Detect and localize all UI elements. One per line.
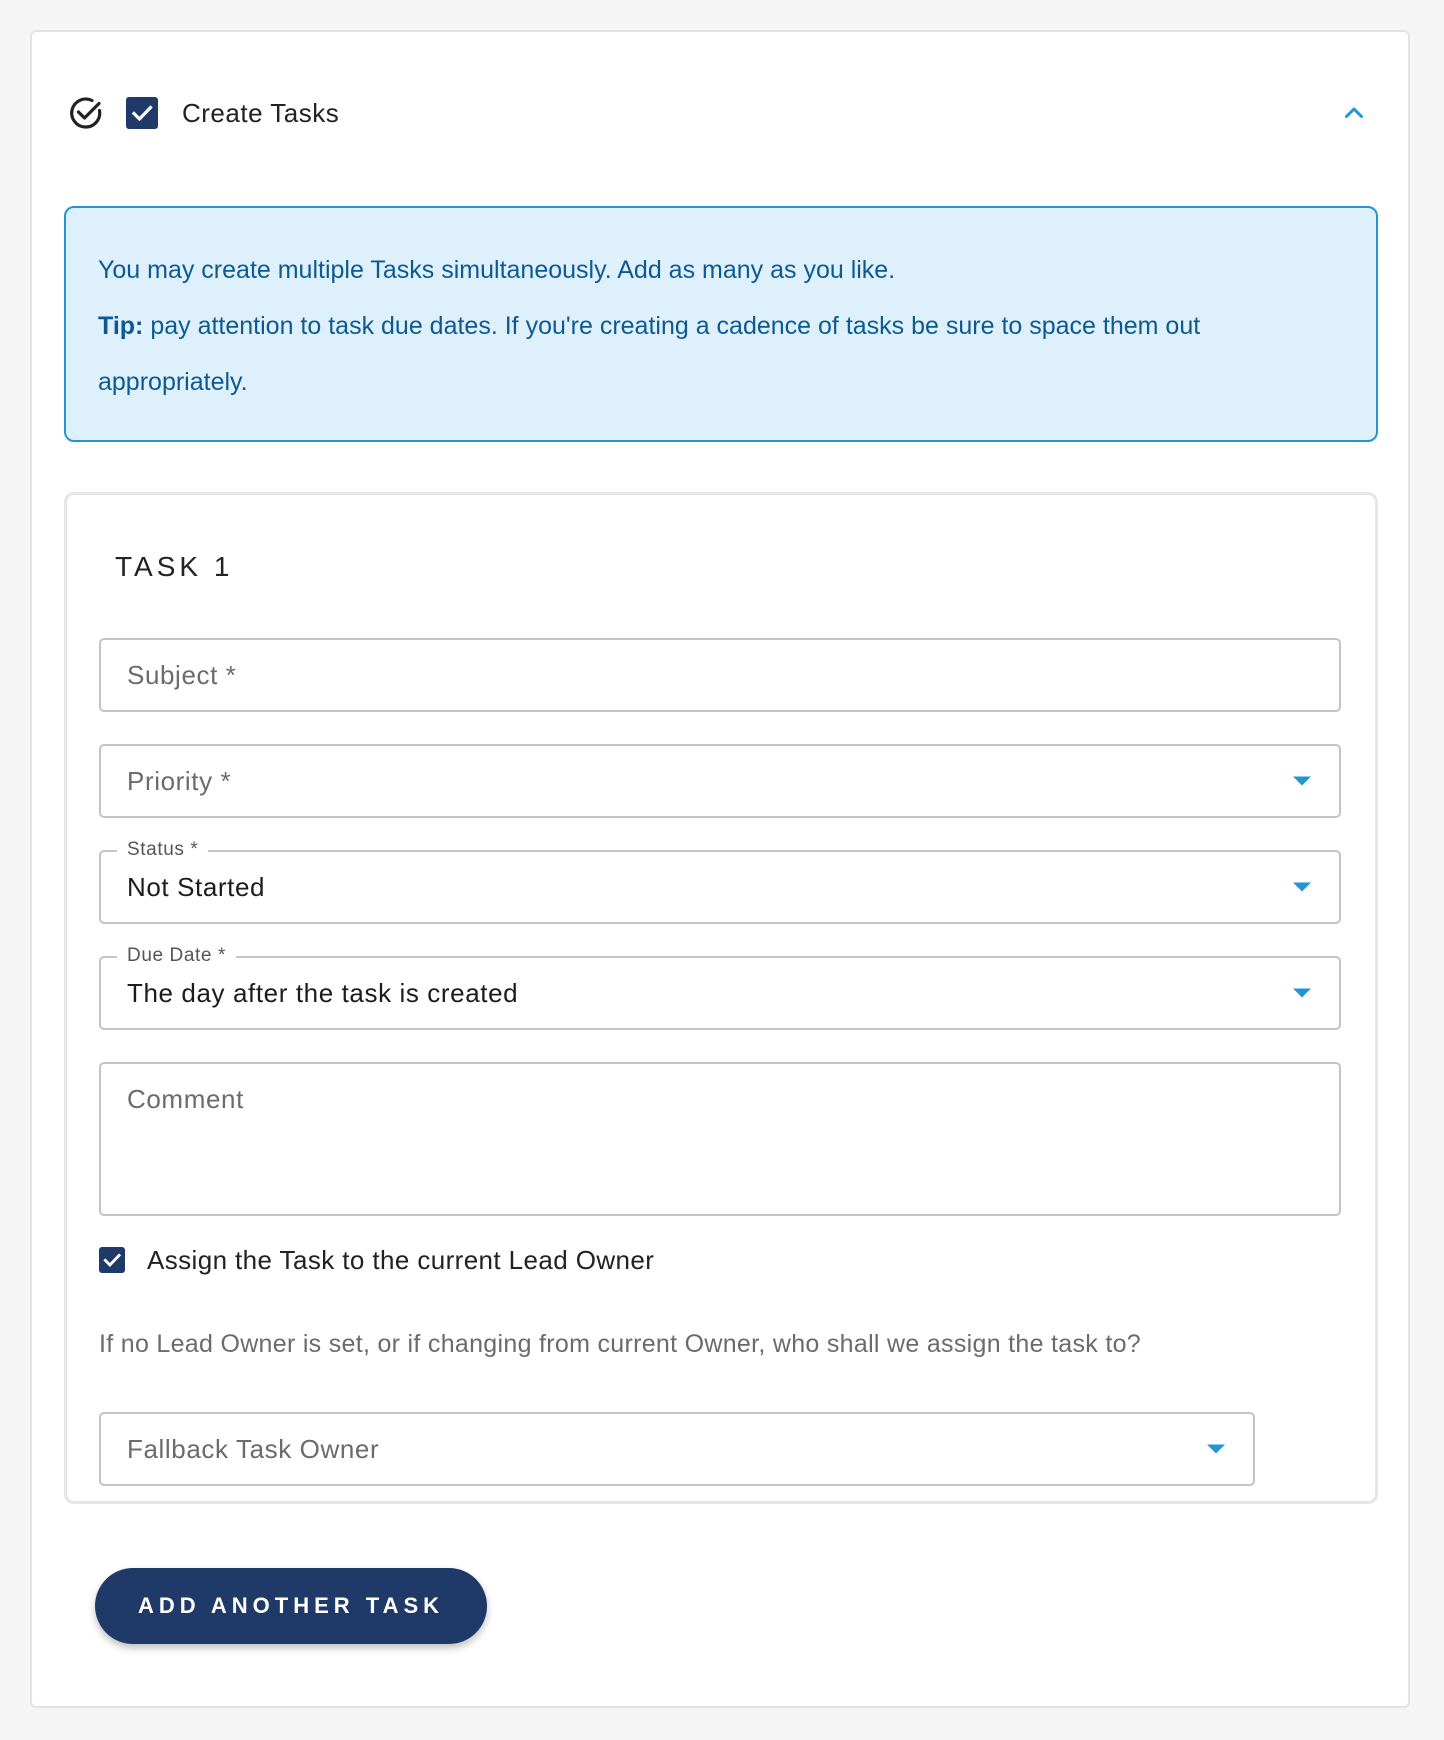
info-message: You may create multiple Tasks simultaneously. Add as many as you like. bbox=[98, 256, 896, 284]
create-tasks-card bbox=[30, 30, 1410, 1708]
add-another-task-button[interactable]: ADD ANOTHER TASK bbox=[95, 1568, 487, 1644]
info-alert bbox=[64, 206, 1378, 442]
subject-placeholder: Subject * bbox=[127, 659, 237, 690]
section-title: Create Tasks bbox=[182, 97, 340, 128]
comment-textarea[interactable] bbox=[99, 1062, 1341, 1216]
status-value: Not Started bbox=[127, 871, 266, 902]
caret-down-icon bbox=[1207, 1445, 1225, 1454]
checkmark-icon bbox=[130, 101, 154, 125]
priority-placeholder: Priority * bbox=[127, 765, 232, 796]
status-select[interactable] bbox=[99, 839, 1341, 924]
assign-owner-label[interactable]: Assign the Task to the current Lead Owner bbox=[147, 1244, 655, 1275]
section-header bbox=[66, 88, 1374, 138]
fallback-owner-select[interactable] bbox=[99, 1412, 1255, 1486]
caret-down-icon bbox=[1293, 777, 1311, 786]
assign-owner-checkbox[interactable] bbox=[99, 1247, 125, 1273]
status-label: Status * bbox=[117, 837, 208, 863]
fallback-owner-placeholder: Fallback Task Owner bbox=[127, 1433, 380, 1464]
tip-text: pay attention to task due dates. If you're creating a cadence of tasks be sure to space them out appropriately. bbox=[98, 312, 1201, 396]
checkmark-icon bbox=[102, 1250, 122, 1270]
caret-down-icon bbox=[1293, 989, 1311, 998]
due-date-select[interactable] bbox=[99, 945, 1341, 1030]
task-card bbox=[64, 492, 1378, 1504]
collapse-toggle[interactable] bbox=[1334, 93, 1374, 133]
chevron-up-icon bbox=[1342, 101, 1366, 125]
tip-label: Tip: bbox=[98, 312, 144, 340]
assign-owner-row bbox=[99, 1240, 654, 1280]
subject-input[interactable] bbox=[99, 638, 1341, 712]
info-tip bbox=[98, 298, 1344, 410]
fallback-question: If no Lead Owner is set, or if changing from current Owner, who shall we assign the task to? bbox=[99, 1330, 1141, 1358]
priority-select[interactable] bbox=[99, 744, 1341, 818]
task-title: TASK 1 bbox=[115, 551, 234, 582]
caret-down-icon bbox=[1293, 883, 1311, 892]
due-date-value: The day after the task is created bbox=[127, 977, 519, 1008]
enable-create-tasks-checkbox[interactable] bbox=[126, 97, 158, 129]
check-circle-icon bbox=[66, 93, 106, 133]
comment-placeholder: Comment bbox=[127, 1084, 244, 1114]
due-date-label: Due Date * bbox=[117, 943, 236, 969]
